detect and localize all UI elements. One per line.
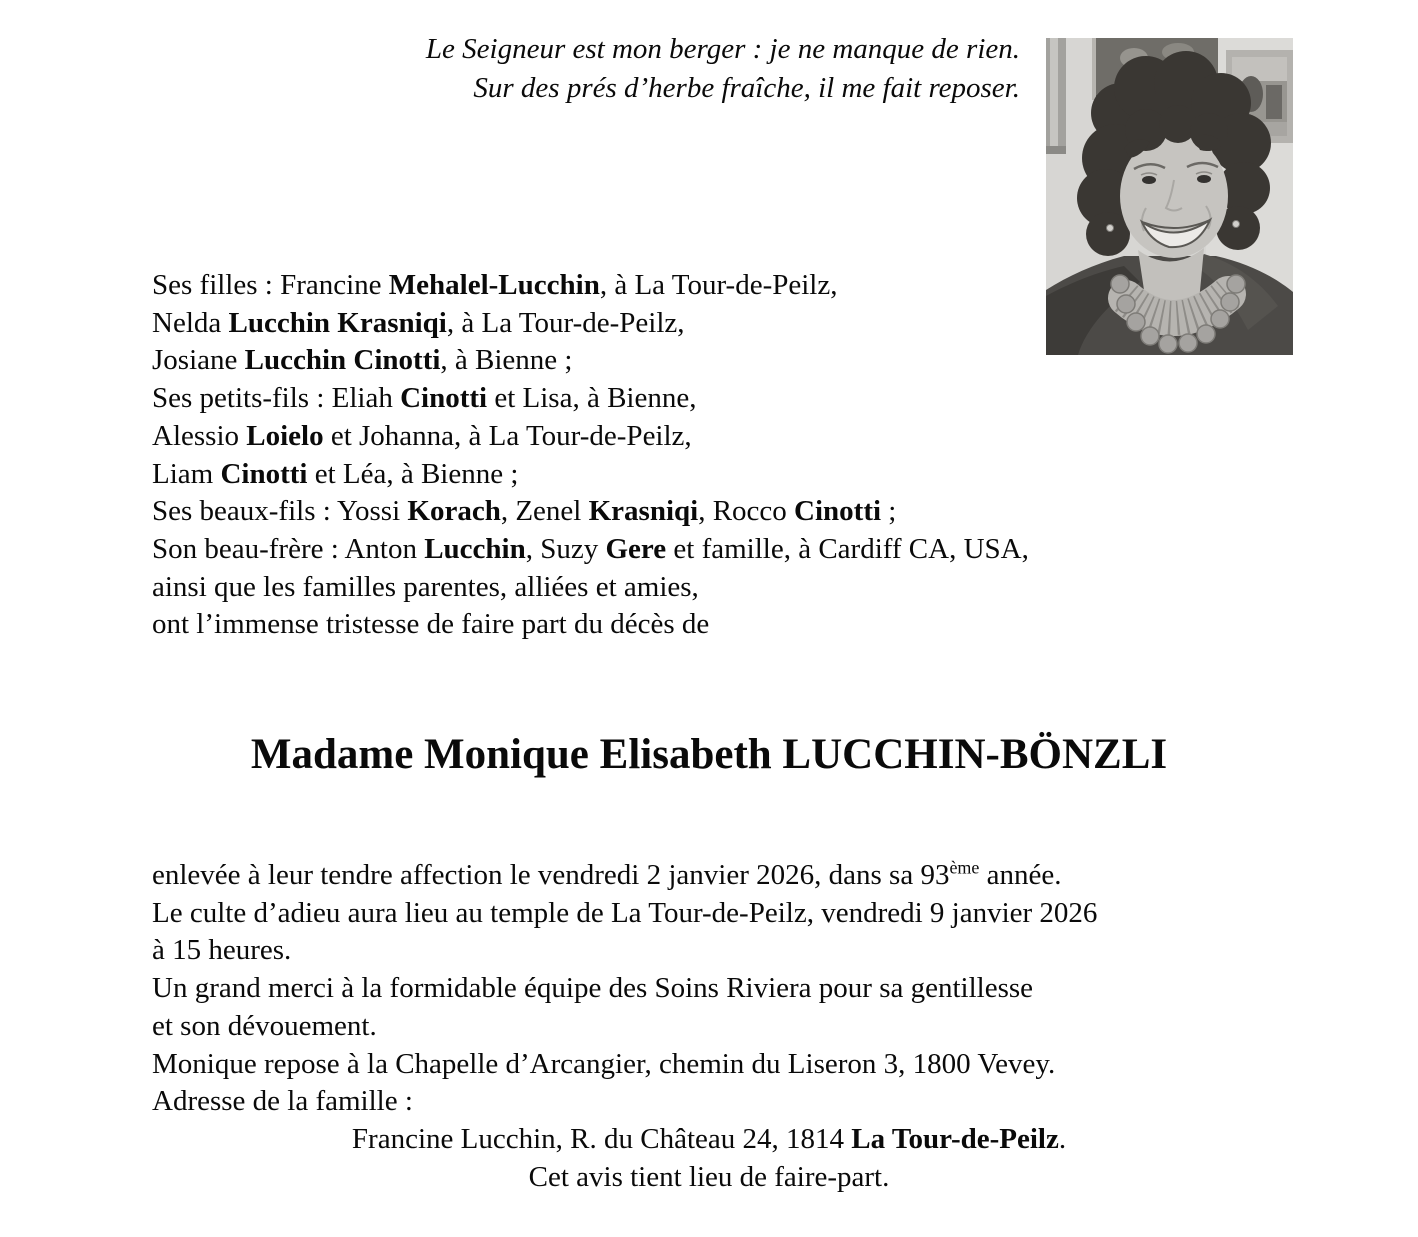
funeral-details-lines — [152, 857, 1266, 1121]
text-line: Alessio Loielo et Johanna, à La Tour-de-Peilz, — [152, 419, 692, 452]
text-line: ainsi que les familles parentes, alliées et amies, — [152, 570, 699, 603]
deceased-name-title: Madame Monique Elisabeth LUCCHIN-BÖNZLI — [250, 731, 1168, 778]
closing-line: Cet avis tient lieu de faire-part. — [528, 1160, 890, 1193]
text-line: Monique repose à la Chapelle d’Arcangier, chemin du Liseron 3, 1800 Vevey. — [152, 1047, 1056, 1080]
text-line: Le Seigneur est mon berger : je ne manque de rien. — [425, 33, 1020, 65]
text-line: Ses beaux-fils : Yossi Korach, Zenel Krasniqi, Rocco Cinotti ; — [152, 495, 897, 528]
text-line: Ses filles : Francine Mehalel-Lucchin, à La Tour-de-Peilz, — [152, 269, 838, 301]
portrait-photo-illustration — [1046, 38, 1293, 355]
text-line: Le culte d’adieu aura lieu au temple de La Tour-de-Peilz, vendredi 9 janvier 2026 — [152, 896, 1098, 929]
text-line: Son beau-frère : Anton Lucchin, Suzy Gere et famille, à Cardiff CA, USA, — [152, 532, 1029, 565]
scripture-quote — [152, 30, 1020, 108]
text-line: et son dévouement. — [152, 1009, 377, 1042]
family-address-line: Francine Lucchin, R. du Château 24, 1814 La Tour-de-Peilz. — [351, 1122, 1067, 1155]
text-line: Nelda Lucchin Krasniqi, à La Tour-de-Peilz, — [152, 306, 685, 339]
text-line: Adresse de la famille : — [152, 1085, 413, 1118]
text-line: Un grand merci à la formidable équipe des Soins Riviera pour sa gentillesse — [152, 972, 1034, 1005]
text-line: Sur des prés d’herbe fraîche, il me fait reposer. — [473, 72, 1020, 104]
text-line: Ses petits-fils : Eliah Cinotti et Lisa, à Bienne, — [152, 382, 697, 415]
funeral-details — [152, 857, 1266, 1196]
family-announcement — [152, 267, 1032, 644]
text-line: enlevée à leur tendre affection le vendredi 2 janvier 2026, dans sa 93ème année. — [152, 857, 1062, 891]
text-line: Liam Cinotti et Léa, à Bienne ; — [152, 457, 519, 490]
text-line: Josiane Lucchin Cinotti, à Bienne ; — [152, 344, 573, 377]
text-line: ont l’immense tristesse de faire part du décès de — [152, 608, 710, 641]
portrait-photo — [1046, 38, 1293, 355]
text-line: à 15 heures. — [152, 934, 292, 967]
